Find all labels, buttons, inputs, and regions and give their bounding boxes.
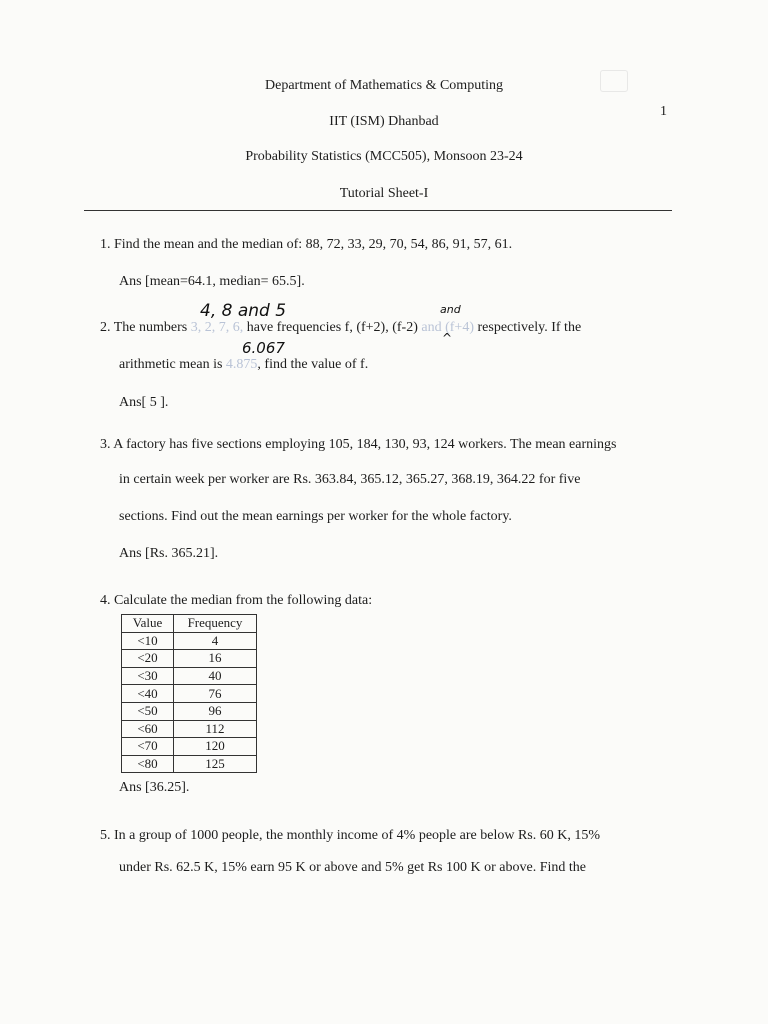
question-text: In a group of 1000 people, the monthly income of 4% people are below Rs. 60 K, 15% xyxy=(114,828,601,843)
question-5 xyxy=(100,828,600,844)
question-1 xyxy=(100,237,512,253)
question-3 xyxy=(100,437,616,453)
question-number: 3. xyxy=(100,437,111,452)
table-row xyxy=(122,667,257,685)
question-text: (f-2) xyxy=(392,320,418,335)
header-divider xyxy=(84,210,672,211)
value-cell: <50 xyxy=(122,702,174,720)
value-cell: <60 xyxy=(122,720,174,738)
question-text: have frequencies f, (f+2), xyxy=(246,320,389,335)
handwritten-caret: ^ xyxy=(442,331,453,345)
question-text: A factory has five sections employing 105, 184, 130, 93, 124 workers. The mean earnings xyxy=(113,437,617,452)
question-text: Find the mean and the median of: 88, 72, 33, 29, 70, 54, 86, 91, 57, 61. xyxy=(114,237,513,252)
frequency-cell: 112 xyxy=(174,720,257,738)
frequency-cell: 96 xyxy=(174,702,257,720)
handwritten-numbers: 4, 8 and 5 xyxy=(200,301,287,321)
answer-1: Ans [mean=64.1, median= 65.5]. xyxy=(119,274,305,289)
question-number: 1. xyxy=(100,237,111,252)
column-header-frequency: Frequency xyxy=(174,615,257,633)
table-row xyxy=(122,685,257,703)
frequency-cell: 4 xyxy=(174,632,257,650)
value-cell: <80 xyxy=(122,755,174,773)
question-5-line-2: under Rs. 62.5 K, 15% earn 95 K or above and 5% get Rs 100 K or above. Find the xyxy=(119,860,586,875)
answer-3: Ans [Rs. 365.21]. xyxy=(119,546,219,561)
question-number: 4. xyxy=(100,593,111,608)
sheet-title: Tutorial Sheet-I xyxy=(339,186,429,201)
answer-4: Ans [36.25]. xyxy=(119,780,190,795)
value-cell: <10 xyxy=(122,632,174,650)
handwritten-and: and xyxy=(440,303,461,316)
page-number: 1 xyxy=(660,104,667,119)
handwritten-mean: 6.067 xyxy=(242,339,285,357)
frequency-cell: 125 xyxy=(174,755,257,773)
institute-title: IIT (ISM) Dhanbad xyxy=(329,114,439,129)
answer-2: Ans[ 5 ]. xyxy=(119,395,169,410)
table-row xyxy=(122,755,257,773)
question-number: 5. xyxy=(100,828,111,843)
table-row xyxy=(122,650,257,668)
question-3-line-3: sections. Find out the mean earnings per worker for the whole factory. xyxy=(119,509,512,524)
frequency-cell: 120 xyxy=(174,738,257,756)
value-cell: <70 xyxy=(122,738,174,756)
question-text: , find the value of f. xyxy=(257,357,369,372)
erased-frequency: and (f+4) xyxy=(421,320,474,335)
question-2 xyxy=(100,320,581,336)
frequency-table xyxy=(121,614,257,773)
question-3-line-2: in certain week per worker are Rs. 363.84, 365.12, 365.27, 368.19, 364.22 for five xyxy=(119,472,581,487)
question-text: respectively. If the xyxy=(477,320,582,335)
department-title: Department of Mathematics & Computing xyxy=(265,78,503,93)
question-4 xyxy=(100,593,372,609)
table-row xyxy=(122,702,257,720)
table-header-row xyxy=(122,615,257,633)
question-number: 2. xyxy=(100,320,111,335)
frequency-cell: 76 xyxy=(174,685,257,703)
table-row xyxy=(122,720,257,738)
column-header-value: Value xyxy=(122,615,174,633)
question-text: The numbers xyxy=(113,320,188,335)
question-text: arithmetic mean is xyxy=(119,357,223,372)
value-cell: <20 xyxy=(122,650,174,668)
table-row xyxy=(122,738,257,756)
frequency-cell: 40 xyxy=(174,667,257,685)
frequency-cell: 16 xyxy=(174,650,257,668)
erased-mean: 4.875 xyxy=(225,357,258,372)
value-cell: <40 xyxy=(122,685,174,703)
course-title: Probability Statistics (MCC505), Monsoon 23-24 xyxy=(245,149,523,164)
value-cell: <30 xyxy=(122,667,174,685)
table-row xyxy=(122,632,257,650)
erased-numbers: 3, 2, 7, 6, xyxy=(190,320,247,335)
question-text: Calculate the median from the following data: xyxy=(114,593,373,608)
question-2-line-2 xyxy=(119,357,368,373)
